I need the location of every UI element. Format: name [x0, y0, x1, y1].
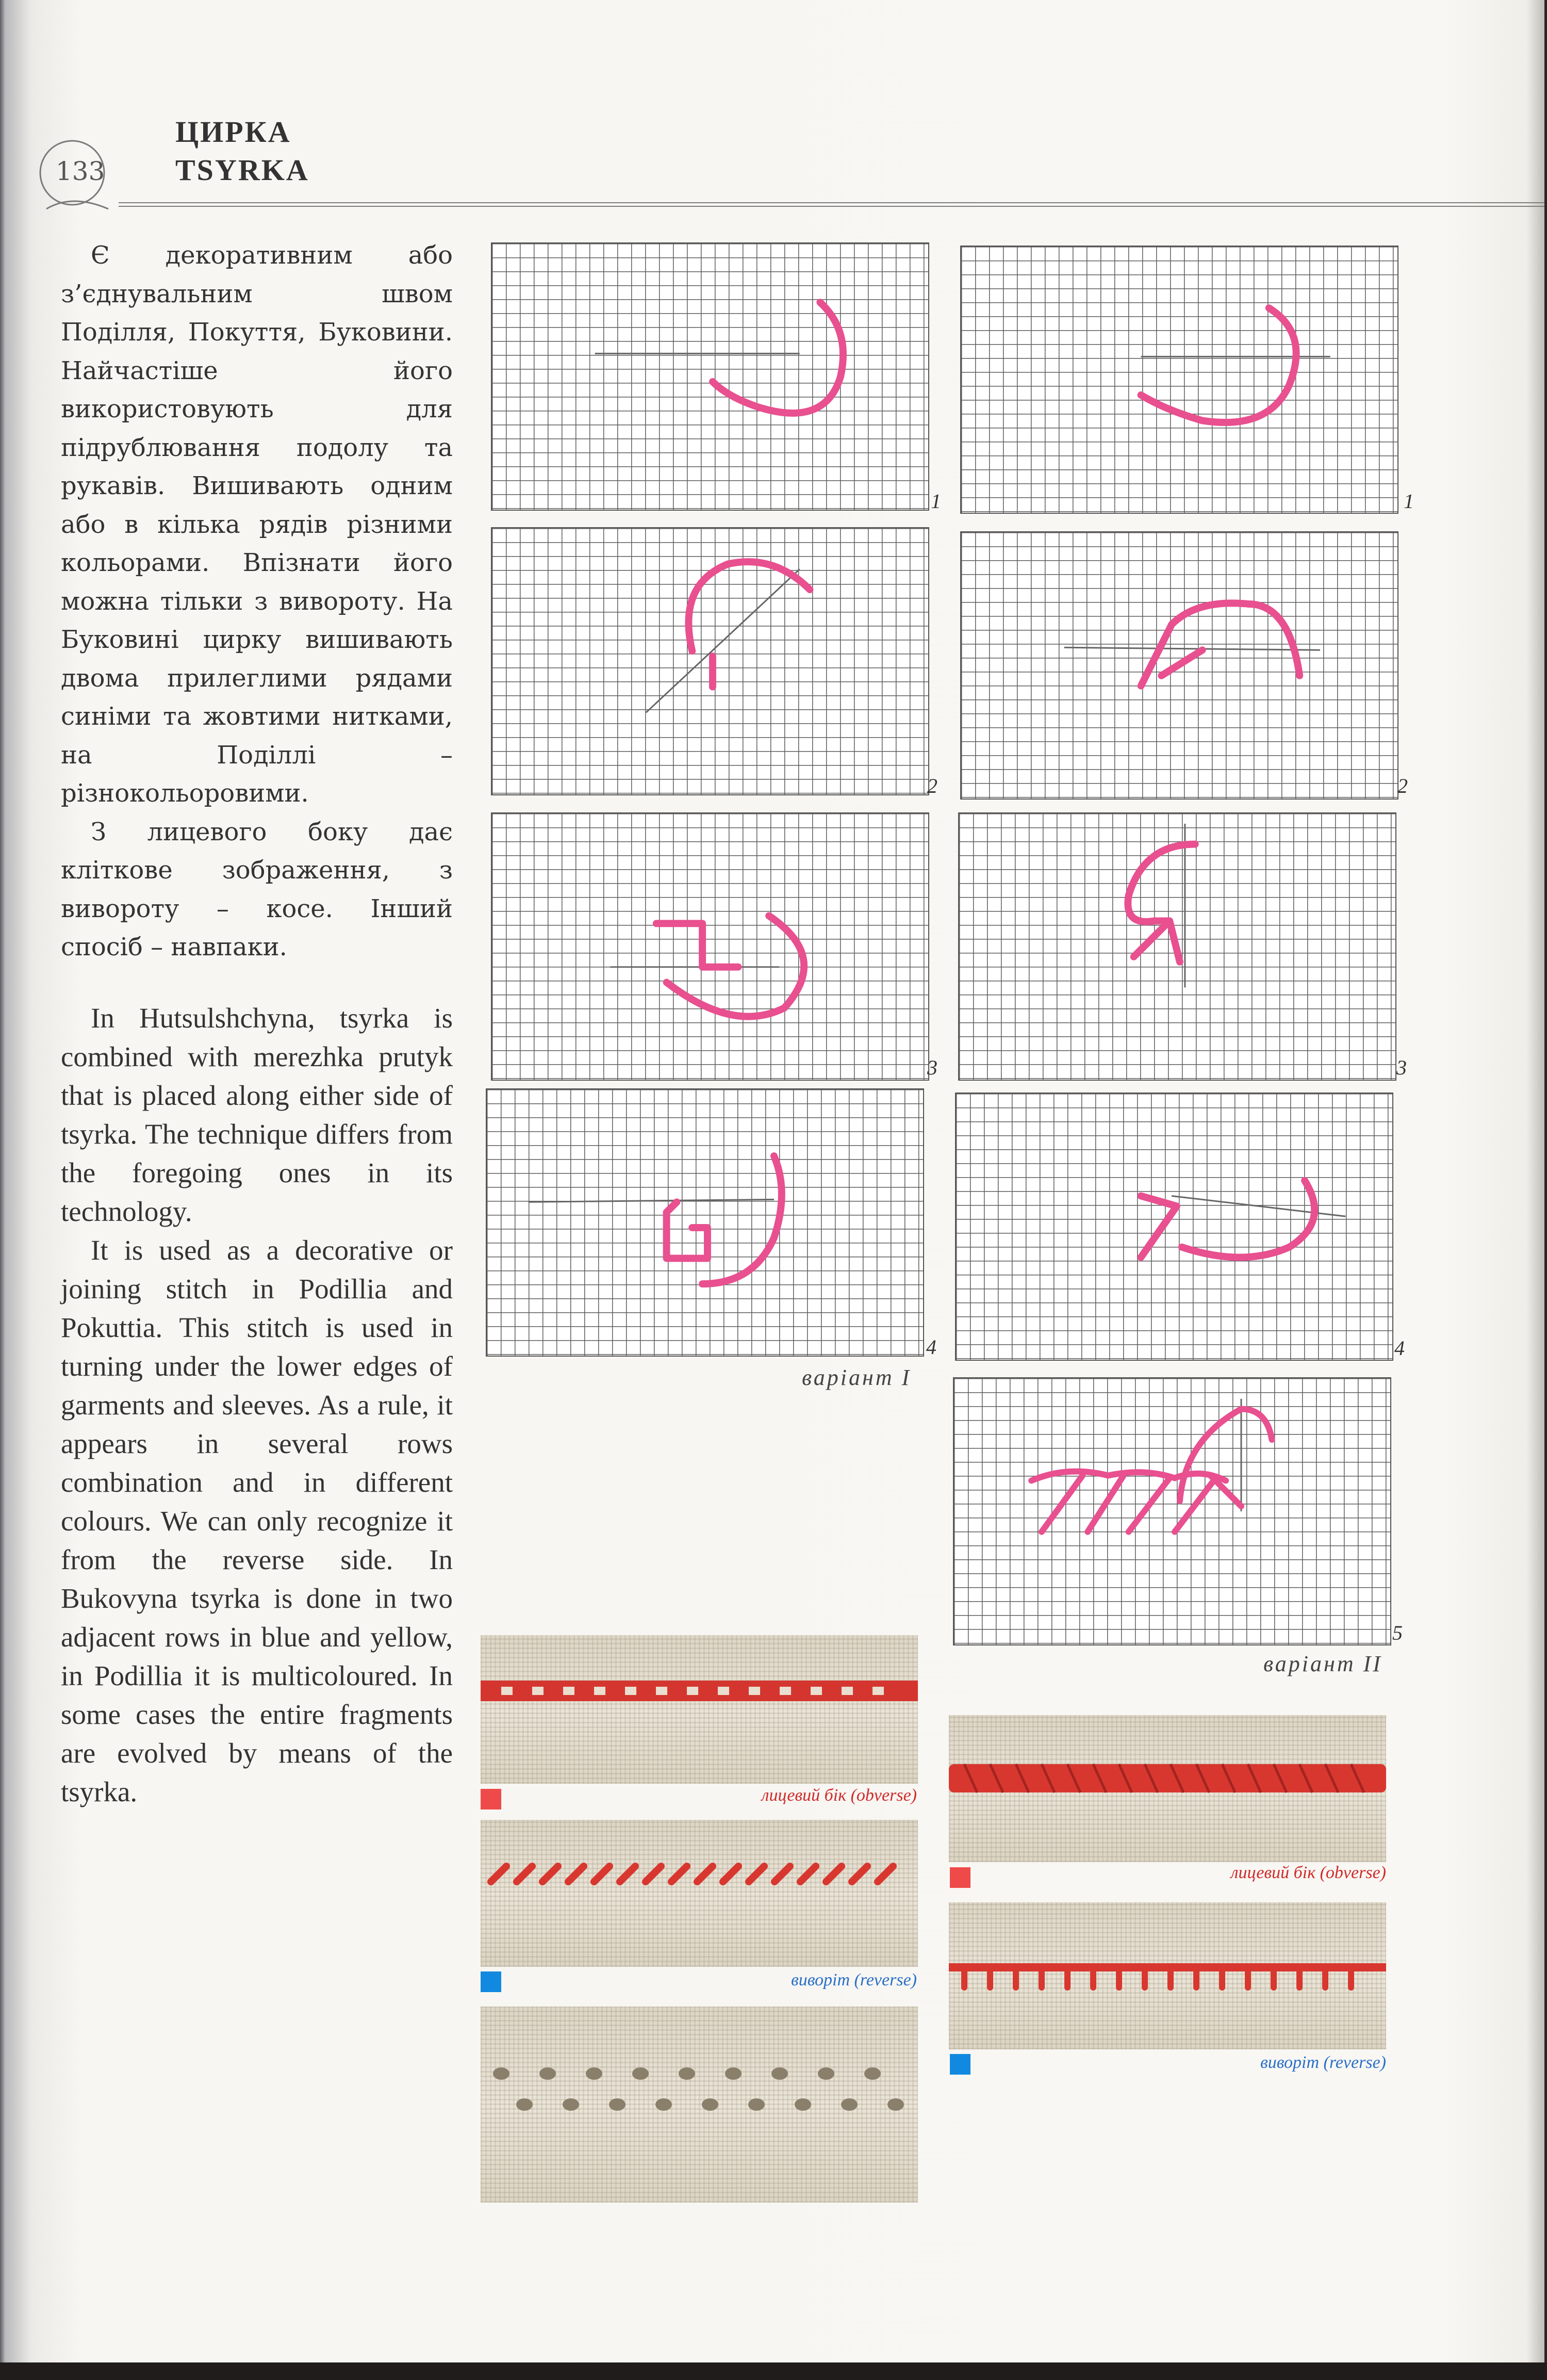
stitch-drawing [961, 247, 1397, 513]
book-edge [0, 2362, 1547, 2380]
stitch-drawing [956, 1094, 1392, 1360]
diagram-v1-step-2 [491, 527, 929, 795]
step-number: 1 [1404, 490, 1414, 513]
step-number: 4 [926, 1335, 936, 1359]
diagram-v2-step-4 [955, 1093, 1393, 1361]
diagram-v1-step-3 [491, 812, 929, 1081]
stitch-drawing [954, 1378, 1390, 1644]
step-number: 3 [1396, 1056, 1407, 1079]
diagram-v2-step-3 [958, 812, 1396, 1081]
caption-reverse-left: виворіт (reverse) [791, 1970, 917, 1990]
step-number: 3 [927, 1056, 937, 1079]
stitch-row-obverse [481, 1635, 918, 1784]
reverse-marker [950, 2054, 970, 2075]
diagram-v2-step-2 [960, 531, 1398, 800]
variant-1-label: варіант I [802, 1365, 912, 1390]
fabric-photo-obverse-2 [949, 1715, 1386, 1862]
stitch-drawing [961, 532, 1397, 798]
stitch-drawing [492, 528, 928, 794]
step-number: 1 [931, 490, 941, 513]
diagram-v1-step-4 [486, 1088, 924, 1357]
fabric-photo-openwork [481, 2007, 918, 2203]
caption-reverse-right: виворіт (reverse) [1260, 2053, 1386, 2072]
diagram-v2-step-5 [953, 1377, 1391, 1645]
page-number: 133 [56, 156, 105, 186]
paragraph-ua-2: З лицевого боку дає клітковe зображення, з вивороту – косе. Інший спосіб – навпаки. [61, 817, 453, 961]
diagram-v2-step-1 [960, 246, 1398, 514]
stitch-drawing [492, 813, 928, 1080]
paragraph-ua-1: Є декоративним або з’єднувальним швом Поділля, Покуття, Буковини. Найчастіше його використовують для підрублювання подолу та рукавів. Вишивають одним або в кілька рядів різними кольорами. Впізнати його можна тільки з вивороту. На Буковині цирку вишивають двома прилеглими рядами синіми та жовтими нитками, на Поділлі – різнокольоровими. [61, 241, 453, 808]
stitch-drawing [959, 813, 1395, 1080]
variant-2-label: варіант II [1263, 1651, 1383, 1676]
caption-obverse-left: лицевий бік (obverse) [761, 1786, 917, 1805]
stitch-row-reverse [949, 1902, 1386, 2049]
obverse-marker [950, 1867, 970, 1888]
text-column [61, 236, 453, 1811]
fabric-photo-obverse-1 [481, 1635, 918, 1784]
obverse-marker [481, 1789, 501, 1810]
paragraph-en-1: In Hutsulshchyna, tsyrka is combined with merezhka prutyk that is placed along either side of tsyrka. The technique differs from the foregoing ones in its technology. [61, 1002, 453, 1227]
step-number: 4 [1394, 1336, 1405, 1360]
fabric-photo-reverse-2 [949, 1902, 1386, 2049]
caption-obverse-right: лицевий бік (obverse) [1230, 1863, 1386, 1882]
title-ukrainian: ЦИРКА [175, 115, 291, 149]
step-number: 2 [927, 774, 937, 797]
diagram-v1-step-1 [491, 242, 929, 511]
step-number: 5 [1392, 1621, 1403, 1644]
paragraph-en-2: It is used as a decorative or joining stitch in Podillia and Pokuttia. This stitch is used in turning under the lower edges of garments and sleeves. As a rule, it appears in several rows combination and in different colours. We can only recognize it from the reverse side. In Bukovyna tsyrka is done in two adjacent rows in blue and yellow, in Podillia it is multicoloured. In some cases the entire fragments are evolved by means of the tsyrka. [61, 1234, 453, 1807]
stitch-drawing [492, 243, 928, 510]
fabric-photo-reverse-1 [481, 1820, 918, 1967]
step-number: 2 [1397, 774, 1408, 797]
title-english: TSYRKA [175, 153, 309, 187]
openwork-holes [481, 2007, 918, 2203]
stitch-row-reverse [481, 1820, 918, 1967]
header-rule [119, 202, 1544, 207]
stitch-drawing [487, 1089, 923, 1356]
reverse-marker [481, 1971, 501, 1992]
stitch-row-obverse [949, 1715, 1386, 1862]
